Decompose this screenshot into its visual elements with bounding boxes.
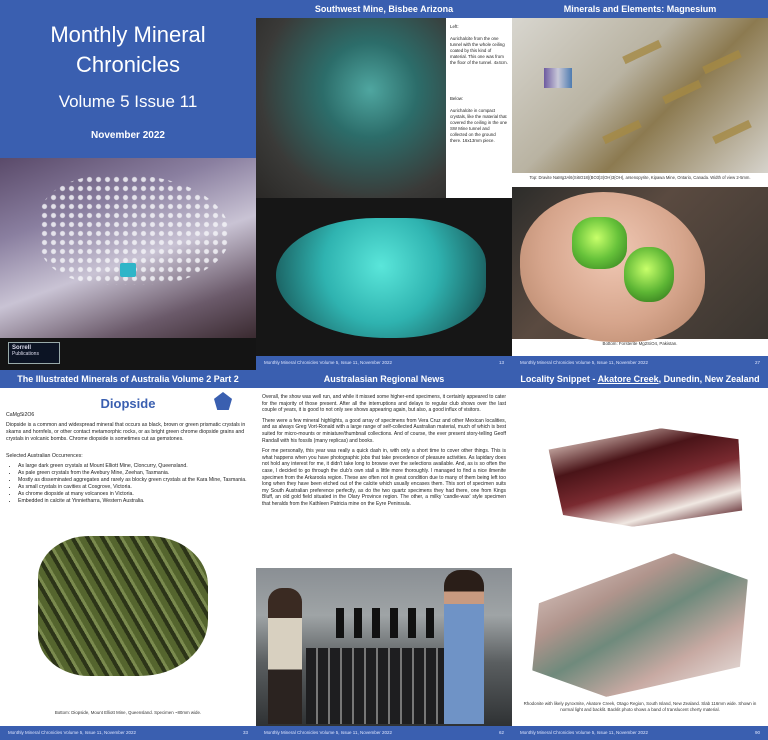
cover-title-line2: Chronicles [76, 52, 180, 77]
page-header: Australasian Regional News [256, 370, 512, 388]
footer-text: Monthly Mineral Chronicles Volume 5, Issue 11, November 2022 [264, 730, 392, 735]
page-27[interactable] [512, 0, 768, 370]
occurrences-list [14, 463, 250, 505]
forsterite-crystal [624, 247, 674, 302]
page-header: The Illustrated Minerals of Australia Volume 2 Part 2 [0, 370, 256, 388]
dravite-crystal [662, 80, 702, 104]
list-item: • As small crystals in cavities at Cosgrove, Victoria. [18, 484, 250, 491]
caption: Rhodonite with likely pyroxmite, Akatore Creek, Otago Region, South Island, New Zealand. Slab 116mm wide. Shown in normal light and backlit. Backlit photo shows a band of translucent cherty material. [523, 701, 757, 712]
mineral-formula: CaMgSi2O6 [6, 412, 35, 418]
caption-left-label: Left: [450, 24, 459, 29]
side-captions [450, 24, 508, 148]
paragraph: For me personally, this year was really a quick dash in, with only a short time to cover other things. This is what happens when you have photographic jobs that take precedence of pleasure activities. As lapidary does not hold any interest for me, it didn't take long to browse over the selections available. And, as is so often the case, I decided to go through the club's own stall a little more thoroughly. I managed to find a nice ilmenite specimen from the Arkaroola region. These are often not in great condition due to many of them being left too long when they have been etched out of the calcite which usually encases them. This sort of specimen suits my South Australian preference perfectly, as do the two quartz specimens they had there, one from Kings Bluff, an old gold field situated in the Olary Province region. The other, a milky 'candle-wax' style specimen that heralds from the Kathleen Patricia mine on the Eyre Peninsula. [262, 448, 506, 507]
visitor-figure [444, 570, 484, 724]
visitor-figure [268, 588, 302, 724]
mineral-title: Diopside [100, 396, 156, 411]
caption-below-label: Below: [450, 96, 464, 101]
page-footer [512, 356, 768, 370]
header-locality-link[interactable]: Akatore Creek [597, 374, 659, 384]
caption: Bottom: Diopside, Mount Elliott Mine, Queensland. Specimen ~80mm wide. [54, 710, 202, 715]
paragraph: Overall, the show was well run, and while it missed some higher-end specimens, it certainly appeared to cater for the majority of those present. After all the interruptions and delays to regular club shows over the last couple of years, it is good to not only see shows appearing again, but also, a good influx of visitors. [262, 394, 506, 414]
page-90[interactable] [512, 370, 768, 740]
arsenopyrite-crystal [544, 68, 572, 88]
dravite-crystal [702, 50, 742, 74]
page-header: Southwest Mine, Bisbee Arizona [256, 0, 512, 18]
mineral-show-photo [256, 568, 512, 726]
display-lamps [336, 608, 446, 638]
page-header: Minerals and Elements: Magnesium [512, 0, 768, 18]
page-number: 62 [498, 730, 504, 735]
list-item: • As large dark green crystals at Mount Elliott Mine, Cloncurry, Queensland. [18, 463, 250, 470]
diopside-specimen [38, 536, 208, 676]
dravite-crystal [622, 40, 662, 64]
cover-photo-blue-crystal [120, 263, 136, 277]
page-number: 33 [242, 730, 248, 735]
page-13[interactable] [256, 0, 512, 370]
list-item: • Mostly as disseminated aggregates and rarely as blocky green crystals at the Kara Mine, Tasmania. [18, 477, 250, 484]
header-prefix: Locality Snippet - [520, 374, 598, 384]
footer-text: Monthly Mineral Chronicles Volume 5, Issue 11, November 2022 [8, 730, 136, 735]
footer-text: Monthly Mineral Chronicles Volume 5, Issue 11, November 2022 [264, 360, 392, 365]
page-number: 90 [754, 730, 760, 735]
page-62[interactable] [256, 370, 512, 740]
page-footer [512, 726, 768, 740]
logo-sub: Publications [12, 351, 39, 357]
caption-left: Aurichalcite from the one tunnel with the whole ceiling coated by this kind of material. This one was from the floor of the tunnel. 4x4cm. [450, 36, 508, 65]
page-footer [256, 726, 512, 740]
page-33[interactable] [0, 370, 256, 740]
news-text [262, 394, 506, 512]
dravite-crystal [602, 120, 642, 144]
page-number: 13 [498, 360, 504, 365]
cover-title [0, 20, 256, 80]
pentagon-badge-icon [214, 392, 232, 410]
occurrences-heading: Selected Australian Occurrences: [6, 453, 83, 459]
cover-page[interactable] [0, 0, 256, 370]
display-case [306, 648, 446, 724]
diopside-photo [8, 528, 238, 688]
list-item: • As pale green crystals from the Avebury Mine, Zeehan, Tasmania. [18, 470, 250, 477]
footer-text: Monthly Mineral Chronicles Volume 5, Issue 11, November 2022 [520, 360, 648, 365]
page-number: 27 [754, 360, 760, 365]
page-footer [256, 356, 512, 370]
aurichalcite-specimen [276, 218, 486, 338]
dravite-crystal [712, 120, 752, 144]
footer-text: Monthly Mineral Chronicles Volume 5, Issue 11, November 2022 [520, 730, 648, 735]
caption-bottom: Bottom: Forsterite Mg2SiO4, Pakistan. [602, 341, 678, 346]
list-item: • Embedded in calcite at Yinnietharra, Western Australia. [18, 498, 250, 505]
list-item: • As chrome diopside at many volcanoes in Victoria. [18, 491, 250, 498]
page-header [512, 370, 768, 388]
forsterite-crystal [572, 217, 627, 269]
cover-title-line1: Monthly Mineral [50, 22, 206, 47]
caption-below: Aurichalcite in compact crystals, like the material that covered the ceiling in the one SW Mine tunnel and collected on the ground there. 16x13mm piece. [450, 108, 508, 143]
rhodonite-backlit-photo [548, 420, 747, 534]
paragraph: There were a few mineral highlights, a good array of specimens from Vera Cruz and other Mexican localities, and as always Greg Vort-Ronald with a large range of self-collected Australian material, much of which is best suited for micro-mounts or miniature/thumbnail collections. And of course, the ever present story-telling Geoff Randall with his fossils (many replicas) and books. [262, 417, 506, 444]
aurichalcite-photo-below [256, 198, 512, 356]
page-footer [0, 726, 256, 740]
cover-date: November 2022 [91, 130, 165, 141]
caption-top: Top: Dravite NaMg3Al6(Si6O18)(BO3)3(OH)3(OH), arsenopyrite, Kipawa Mine, Ontario, Canada. Width of view 2-5mm. [529, 175, 751, 180]
dravite-photo [512, 18, 768, 173]
header-suffix: , Dunedin, New Zealand [658, 374, 760, 384]
cover-volume: Volume 5 Issue 11 [58, 92, 198, 111]
mineral-intro: Diopside is a common and widespread mineral that occurs as black, brown or green prismatic crystals in skarns and hornfels, or other contact metamorphic rocks, or as bright green chrome diopside grains and crystals in volcanic bombs. Chrome diopside is sometimes cut as gemstones. [6, 422, 246, 442]
rhodonite-normal-light-photo [516, 541, 763, 709]
publisher-logo [8, 342, 60, 364]
logo-name: Sorrell [12, 345, 32, 351]
forsterite-photo [512, 187, 768, 339]
aurichalcite-photo-left [256, 18, 446, 198]
